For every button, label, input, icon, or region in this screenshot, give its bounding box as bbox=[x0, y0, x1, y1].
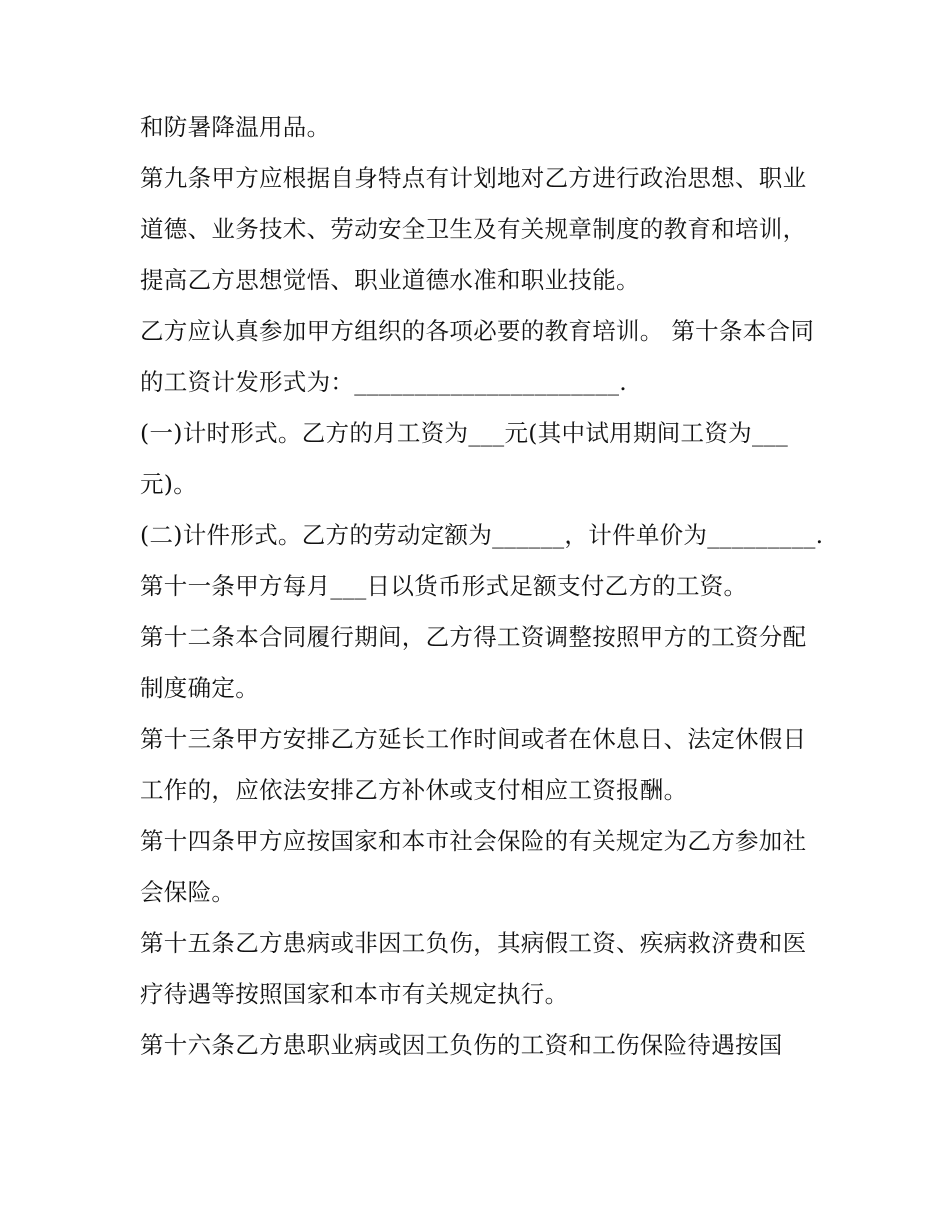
paragraph-article-16: 第十六条乙方患职业病或因工负伤的工资和工伤保险待遇按国 bbox=[140, 1031, 783, 1059]
paragraph-time-based-pay: (一)计时形式。乙方的月工资为___元(其中试用期间工资为___元)。 bbox=[140, 419, 789, 498]
paragraph-article-15: 第十五条乙方患病或非因工负伤，其病假工资、疾病救济费和医疗待遇等按照国家和本市有关规定执行。 bbox=[140, 929, 807, 1008]
paragraph-heatstroke-supplies: 和防暑降温用品。 bbox=[140, 113, 331, 141]
paragraph-training-article-10: 乙方应认真参加甲方组织的各项必要的教育培训。 第十条本合同的工资计发形式为：______________________. bbox=[140, 317, 815, 396]
paragraph-article-9: 第九条甲方应根据自身特点有计划地对乙方进行政治思想、职业道德、业务技术、劳动安全卫生及有关规章制度的教育和培训，提高乙方思想觉悟、职业道德水准和职业技能。 bbox=[140, 164, 807, 294]
paragraph-piece-rate-article-11: (二)计件形式。乙方的劳动定额为______，计件单价为_________.第十一条甲方每月___日以货币形式足额支付乙方的工资。 bbox=[140, 521, 824, 600]
paragraph-article-12: 第十二条本合同履行期间，乙方得工资调整按照甲方的工资分配制度确定。 bbox=[140, 623, 807, 702]
paragraph-article-13: 第十三条甲方安排乙方延长工作时间或者在休息日、法定休假日工作的，应依法安排乙方补休或支付相应工资报酬。 bbox=[140, 725, 807, 804]
paragraph-article-14: 第十四条甲方应按国家和本市社会保险的有关规定为乙方参加社会保险。 bbox=[140, 827, 807, 906]
